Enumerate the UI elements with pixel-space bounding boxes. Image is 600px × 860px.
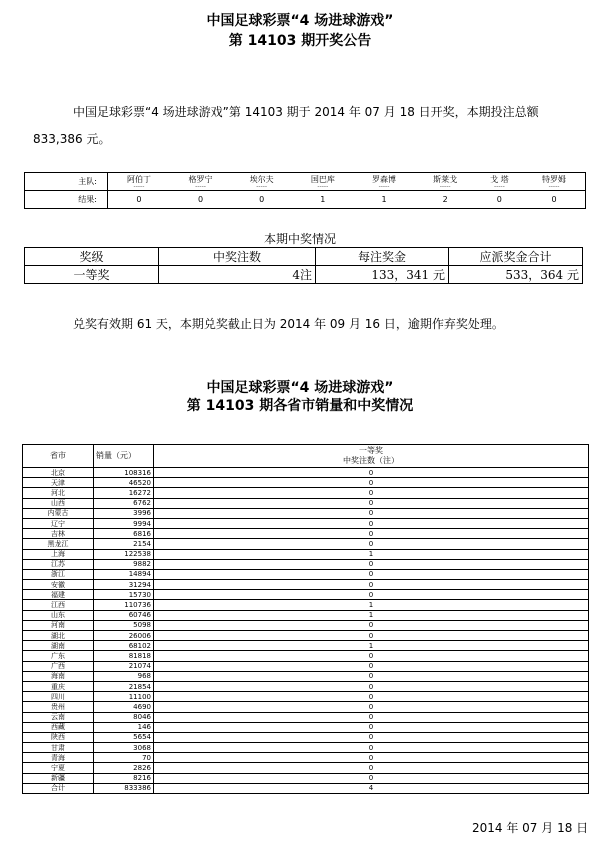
province-sales: 4690 [94, 702, 154, 712]
province-row [23, 722, 589, 732]
province-header: 省市 [23, 445, 94, 468]
province-wins: 0 [154, 569, 589, 579]
prize-header-per-bet: 每注奖金 [316, 248, 449, 266]
province-wins: 0 [154, 590, 589, 600]
team-name: 格罗宁 [188, 175, 213, 184]
province-wins: 0 [154, 753, 589, 763]
province-row [23, 753, 589, 763]
result-cell: 1 [292, 191, 353, 209]
team-row [25, 173, 586, 191]
footer-date: 2014 年 07 月 18 日 [472, 821, 589, 835]
province-sales: 6816 [94, 529, 154, 539]
province-sales: 15730 [94, 590, 154, 600]
province-wins: 0 [154, 468, 589, 478]
province-wins: 4 [154, 783, 589, 793]
province-sales: 60746 [94, 610, 154, 620]
team-name: 阿伯丁 [126, 175, 151, 184]
team-separator: ----- [195, 183, 206, 190]
wins-header-line1: 一等奖 [359, 446, 383, 455]
province-sales: 833386 [94, 783, 154, 793]
team-separator: ----- [133, 183, 145, 190]
team-name: 埃尔夫 [249, 175, 274, 184]
province-name: 西藏 [23, 722, 94, 732]
prize-row [25, 266, 583, 284]
province-wins: 0 [154, 580, 589, 590]
team-cell [523, 173, 586, 191]
result-label: 结果: [25, 191, 108, 209]
announcement-subtitle: 第 14103 期开奖公告 [228, 33, 372, 49]
province-name: 陕西 [23, 732, 94, 742]
province-wins: 0 [154, 773, 589, 783]
province-sales: 68102 [94, 641, 154, 651]
province-wins: 0 [154, 539, 589, 549]
province-row [23, 631, 589, 641]
province-sales: 14894 [94, 569, 154, 579]
result-cell: 0 [476, 191, 523, 209]
province-wins: 0 [154, 692, 589, 702]
team-name: 戈 塔 [490, 175, 509, 184]
province-row [23, 580, 589, 590]
team-name: 特罗姆 [541, 175, 566, 184]
province-wins: 0 [154, 743, 589, 753]
prize-level: 一等奖 [25, 266, 159, 284]
province-title: 中国足球彩票“4 场进球游戏” [206, 380, 394, 396]
province-name: 湖南 [23, 641, 94, 651]
province-row [23, 549, 589, 559]
province-sales: 2154 [94, 539, 154, 549]
province-name: 青海 [23, 753, 94, 763]
result-cell: 0 [523, 191, 586, 209]
province-name: 吉林 [23, 529, 94, 539]
province-wins: 0 [154, 661, 589, 671]
result-cell: 0 [108, 191, 170, 209]
province-table [22, 444, 589, 794]
province-sales: 3068 [94, 743, 154, 753]
province-name: 重庆 [23, 681, 94, 691]
province-name: 内蒙古 [23, 508, 94, 518]
province-wins: 0 [154, 498, 589, 508]
sales-header: 销量（元） [94, 445, 154, 468]
province-wins: 0 [154, 732, 589, 742]
team-label: 主队: [25, 173, 108, 191]
team-separator: ----- [317, 183, 329, 190]
team-name: 国巴库 [310, 175, 335, 184]
province-name: 海南 [23, 671, 94, 681]
province-name: 安徽 [23, 580, 94, 590]
province-name: 江西 [23, 600, 94, 610]
province-name: 天津 [23, 478, 94, 488]
province-sales: 9882 [94, 559, 154, 569]
province-row [23, 681, 589, 691]
province-wins: 0 [154, 722, 589, 732]
team-cell [170, 173, 231, 191]
prize-header-level: 奖级 [25, 248, 159, 266]
intro-line-2: 833,386 元。 [33, 132, 111, 146]
province-sales: 11100 [94, 692, 154, 702]
province-row [23, 773, 589, 783]
prize-total: 533，364 元 [449, 266, 583, 284]
province-wins: 1 [154, 641, 589, 651]
province-sales: 108316 [94, 468, 154, 478]
province-name: 宁夏 [23, 763, 94, 773]
province-wins: 0 [154, 478, 589, 488]
team-cell [353, 173, 414, 191]
validity-text: 兑奖有效期 61 天，本期兑奖截止日为 2014 年 09 月 16 日，逾期作弃奖处理。 [73, 317, 504, 331]
team-cell [415, 173, 476, 191]
prize-header-count: 中奖注数 [159, 248, 316, 266]
province-name: 山西 [23, 498, 94, 508]
province-wins: 0 [154, 508, 589, 518]
province-sales: 2826 [94, 763, 154, 773]
province-name: 甘肃 [23, 743, 94, 753]
result-cell: 1 [353, 191, 414, 209]
province-name: 辽宁 [23, 518, 94, 528]
province-row [23, 671, 589, 681]
province-sales: 8216 [94, 773, 154, 783]
prize-per-bet: 133，341 元 [316, 266, 449, 284]
province-wins: 0 [154, 651, 589, 661]
province-sales: 81818 [94, 651, 154, 661]
prize-table [24, 247, 583, 284]
result-cell: 2 [415, 191, 476, 209]
province-name: 河北 [23, 488, 94, 498]
province-sales: 5098 [94, 620, 154, 630]
province-sales: 46520 [94, 478, 154, 488]
province-row [23, 559, 589, 569]
province-row [23, 620, 589, 630]
province-row [23, 610, 589, 620]
province-sales: 5654 [94, 732, 154, 742]
intro-line-1: 中国足球彩票“4 场进球游戏”第 14103 期于 2014 年 07 月 18 日开奖，本期投注总额 [73, 105, 539, 119]
province-name: 合计 [23, 783, 94, 793]
province-row [23, 712, 589, 722]
team-separator: ----- [439, 183, 451, 190]
province-sales: 21854 [94, 681, 154, 691]
province-name: 四川 [23, 692, 94, 702]
result-cell: 0 [231, 191, 292, 209]
province-sales: 31294 [94, 580, 154, 590]
result-cell: 0 [170, 191, 231, 209]
province-row [23, 569, 589, 579]
province-sales: 16272 [94, 488, 154, 498]
province-name: 湖北 [23, 631, 94, 641]
province-wins: 0 [154, 620, 589, 630]
province-wins: 0 [154, 559, 589, 569]
prize-count: 4注 [159, 266, 316, 284]
province-sales: 26006 [94, 631, 154, 641]
province-row [23, 478, 589, 488]
match-table [24, 172, 586, 209]
province-wins: 0 [154, 712, 589, 722]
province-row [23, 763, 589, 773]
province-name: 上海 [23, 549, 94, 559]
province-row [23, 600, 589, 610]
team-name: 罗森博 [371, 175, 396, 184]
province-row [23, 661, 589, 671]
team-cell [292, 173, 353, 191]
province-name: 福建 [23, 590, 94, 600]
prize-header-row [25, 248, 583, 266]
province-wins: 1 [154, 610, 589, 620]
province-wins: 0 [154, 631, 589, 641]
wins-header [154, 445, 589, 468]
province-sales: 3996 [94, 508, 154, 518]
province-row [23, 783, 589, 793]
province-row [23, 488, 589, 498]
province-sales: 122538 [94, 549, 154, 559]
province-row [23, 692, 589, 702]
province-sales: 6762 [94, 498, 154, 508]
province-row [23, 508, 589, 518]
team-separator: ----- [378, 183, 390, 190]
province-row [23, 743, 589, 753]
province-row [23, 468, 589, 478]
province-wins: 0 [154, 488, 589, 498]
team-name: 斯莱戈 [433, 175, 458, 184]
province-row [23, 732, 589, 742]
province-name: 浙江 [23, 569, 94, 579]
province-row [23, 702, 589, 712]
team-cell [476, 173, 523, 191]
province-wins: 1 [154, 549, 589, 559]
province-sales: 968 [94, 671, 154, 681]
province-name: 河南 [23, 620, 94, 630]
province-name: 北京 [23, 468, 94, 478]
province-wins: 0 [154, 681, 589, 691]
province-sales: 9994 [94, 518, 154, 528]
province-row [23, 590, 589, 600]
province-sales: 70 [94, 753, 154, 763]
province-sales: 110736 [94, 600, 154, 610]
province-wins: 0 [154, 529, 589, 539]
province-sales: 146 [94, 722, 154, 732]
province-subtitle: 第 14103 期各省市销量和中奖情况 [186, 398, 414, 414]
province-wins: 0 [154, 518, 589, 528]
team-separator: ----- [548, 183, 560, 190]
province-name: 贵州 [23, 702, 94, 712]
province-header-row [23, 445, 589, 468]
province-row [23, 529, 589, 539]
province-name: 云南 [23, 712, 94, 722]
province-name: 新疆 [23, 773, 94, 783]
province-wins: 0 [154, 702, 589, 712]
team-cell [108, 173, 170, 191]
province-wins: 0 [154, 671, 589, 681]
prize-section-title: 本期中奖情况 [263, 232, 336, 246]
province-row [23, 641, 589, 651]
province-row [23, 518, 589, 528]
province-wins: 0 [154, 763, 589, 773]
team-separator: ----- [256, 183, 268, 190]
province-name: 黑龙江 [23, 539, 94, 549]
team-cell [231, 173, 292, 191]
result-row [25, 191, 586, 209]
province-name: 山东 [23, 610, 94, 620]
province-name: 江苏 [23, 559, 94, 569]
province-row [23, 498, 589, 508]
province-sales: 8046 [94, 712, 154, 722]
province-sales: 21074 [94, 661, 154, 671]
province-row [23, 651, 589, 661]
team-separator: ----- [493, 183, 505, 190]
prize-header-total: 应派奖金合计 [449, 248, 583, 266]
province-name: 广东 [23, 651, 94, 661]
province-row [23, 539, 589, 549]
wins-header-line2: 中奖注数（注） [343, 456, 399, 465]
announcement-title: 中国足球彩票“4 场进球游戏” [206, 13, 394, 29]
province-wins: 1 [154, 600, 589, 610]
province-name: 广西 [23, 661, 94, 671]
